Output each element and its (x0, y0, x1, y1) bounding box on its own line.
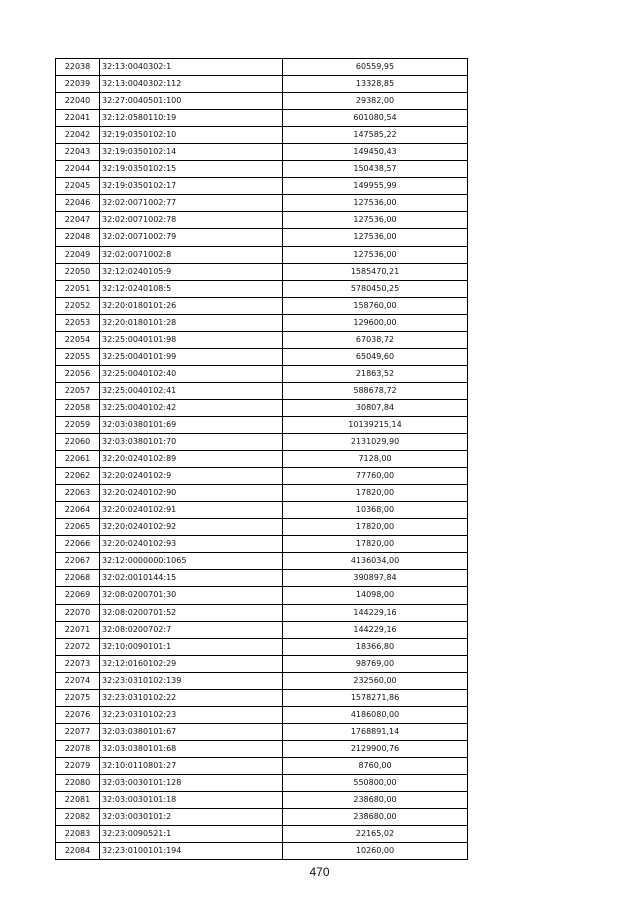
cadastral-number-cell: 32:12:0160102:29 (100, 655, 283, 672)
value-cell: 5780450,25 (283, 280, 468, 297)
record-number-cell: 22053 (56, 314, 100, 331)
value-cell: 17820,00 (283, 536, 468, 553)
cadastral-number-cell: 32:08:0200701:52 (100, 604, 283, 621)
value-cell: 65049,60 (283, 348, 468, 365)
cadastral-number-cell: 32:20:0180101:28 (100, 314, 283, 331)
value-cell: 13328,85 (283, 76, 468, 93)
value-cell: 127536,00 (283, 212, 468, 229)
record-number-cell: 22078 (56, 740, 100, 757)
cadastral-number-cell: 32:25:0040102:42 (100, 399, 283, 416)
table-row (56, 621, 468, 638)
table-row (56, 604, 468, 621)
cadastral-number-cell: 32:03:0380101:67 (100, 723, 283, 740)
record-number-cell: 22069 (56, 587, 100, 604)
record-number-cell: 22072 (56, 638, 100, 655)
record-number-cell: 22041 (56, 110, 100, 127)
cadastral-number-cell: 32:20:0240102:89 (100, 451, 283, 468)
record-number-cell: 22070 (56, 604, 100, 621)
cadastral-number-cell: 32:02:0071002:78 (100, 212, 283, 229)
value-cell: 77760,00 (283, 468, 468, 485)
page-number: 470 (309, 865, 330, 879)
record-number-cell: 22066 (56, 536, 100, 553)
cadastral-number-cell: 32:23:0310102:139 (100, 672, 283, 689)
table-row (56, 570, 468, 587)
cadastral-number-cell: 32:23:0100101:194 (100, 843, 283, 860)
table-row (56, 689, 468, 706)
record-number-cell: 22046 (56, 195, 100, 212)
table-row (56, 519, 468, 536)
cadastral-number-cell: 32:12:0000000:1065 (100, 553, 283, 570)
cadastral-number-cell: 32:25:0040101:99 (100, 348, 283, 365)
cadastral-number-cell: 32:25:0040101:98 (100, 331, 283, 348)
record-number-cell: 22040 (56, 93, 100, 110)
cadastral-number-cell: 32:20:0240102:91 (100, 502, 283, 519)
record-number-cell: 22064 (56, 502, 100, 519)
cadastral-number-cell: 32:25:0040102:41 (100, 382, 283, 399)
value-cell: 60559,95 (283, 59, 468, 76)
cadastral-number-cell: 32:03:0380101:68 (100, 740, 283, 757)
cadastral-number-cell: 32:10:0110801:27 (100, 757, 283, 774)
record-number-cell: 22049 (56, 246, 100, 263)
value-cell: 550800,00 (283, 774, 468, 791)
value-cell: 98769,00 (283, 655, 468, 672)
table-row (56, 212, 468, 229)
value-cell: 150438,57 (283, 161, 468, 178)
record-number-cell: 22075 (56, 689, 100, 706)
record-number-cell: 22056 (56, 365, 100, 382)
record-number-cell: 22038 (56, 59, 100, 76)
cadastral-number-cell: 32:02:0071002:77 (100, 195, 283, 212)
value-cell: 149450,43 (283, 144, 468, 161)
value-cell: 7128,00 (283, 451, 468, 468)
cadastral-number-cell: 32:12:0580110:19 (100, 110, 283, 127)
table-row (56, 655, 468, 672)
cadastral-number-cell: 32:25:0040102:40 (100, 365, 283, 382)
value-cell: 22165,02 (283, 826, 468, 843)
record-number-cell: 22076 (56, 706, 100, 723)
table-row (56, 161, 468, 178)
record-number-cell: 22071 (56, 621, 100, 638)
cadastral-number-cell: 32:20:0240102:9 (100, 468, 283, 485)
value-cell: 10368,00 (283, 502, 468, 519)
cadastral-number-cell: 32:13:0040302:1 (100, 59, 283, 76)
table-row (56, 382, 468, 399)
table-row (56, 587, 468, 604)
value-cell: 4136034,00 (283, 553, 468, 570)
cadastral-number-cell: 32:02:0010144:15 (100, 570, 283, 587)
value-cell: 8760,00 (283, 757, 468, 774)
value-cell: 158760,00 (283, 297, 468, 314)
table-row (56, 331, 468, 348)
record-number-cell: 22082 (56, 809, 100, 826)
value-cell: 14098,00 (283, 587, 468, 604)
value-cell: 30807,84 (283, 399, 468, 416)
record-number-cell: 22077 (56, 723, 100, 740)
cadastral-number-cell: 32:23:0310102:22 (100, 689, 283, 706)
cadastral-number-cell: 32:20:0240102:93 (100, 536, 283, 553)
cadastral-number-cell: 32:19:0350102:15 (100, 161, 283, 178)
table-row (56, 553, 468, 570)
record-number-cell: 22079 (56, 757, 100, 774)
record-number-cell: 22062 (56, 468, 100, 485)
table-row (56, 826, 468, 843)
value-cell: 147585,22 (283, 127, 468, 144)
table-row (56, 536, 468, 553)
cadastral-number-cell: 32:03:0380101:69 (100, 416, 283, 433)
table-row (56, 723, 468, 740)
value-cell: 238680,00 (283, 792, 468, 809)
table-row (56, 348, 468, 365)
value-cell: 144229,16 (283, 604, 468, 621)
record-number-cell: 22047 (56, 212, 100, 229)
value-cell: 238680,00 (283, 809, 468, 826)
record-number-cell: 22044 (56, 161, 100, 178)
cadastral-number-cell: 32:08:0200702:7 (100, 621, 283, 638)
table-row (56, 399, 468, 416)
table-row (56, 757, 468, 774)
cadastral-number-cell: 32:12:0240105:9 (100, 263, 283, 280)
value-cell: 232560,00 (283, 672, 468, 689)
record-number-cell: 22081 (56, 792, 100, 809)
value-cell: 1578271,86 (283, 689, 468, 706)
table-row (56, 809, 468, 826)
table-row (56, 110, 468, 127)
value-cell: 67038,72 (283, 331, 468, 348)
value-cell: 17820,00 (283, 519, 468, 536)
records-table-body (56, 59, 468, 860)
table-row (56, 416, 468, 433)
record-number-cell: 22068 (56, 570, 100, 587)
table-row (56, 127, 468, 144)
table-row (56, 792, 468, 809)
cadastral-number-cell: 32:19:0350102:10 (100, 127, 283, 144)
table-row (56, 468, 468, 485)
cadastral-number-cell: 32:03:0030101:128 (100, 774, 283, 791)
value-cell: 127536,00 (283, 195, 468, 212)
table-row (56, 314, 468, 331)
cadastral-number-cell: 32:20:0180101:26 (100, 297, 283, 314)
cadastral-number-cell: 32:03:0030101:2 (100, 809, 283, 826)
cadastral-number-cell: 32:23:0090521:1 (100, 826, 283, 843)
table-row (56, 434, 468, 451)
value-cell: 601080,54 (283, 110, 468, 127)
record-number-cell: 22042 (56, 127, 100, 144)
cadastral-number-cell: 32:10:0090101:1 (100, 638, 283, 655)
record-number-cell: 22043 (56, 144, 100, 161)
value-cell: 4186080,00 (283, 706, 468, 723)
table-row (56, 774, 468, 791)
cadastral-number-cell: 32:13:0040302:112 (100, 76, 283, 93)
record-number-cell: 22050 (56, 263, 100, 280)
table-row (56, 706, 468, 723)
table-row (56, 59, 468, 76)
record-number-cell: 22073 (56, 655, 100, 672)
value-cell: 588678,72 (283, 382, 468, 399)
table-row (56, 195, 468, 212)
record-number-cell: 22058 (56, 399, 100, 416)
cadastral-number-cell: 32:12:0240108:5 (100, 280, 283, 297)
value-cell: 390897,84 (283, 570, 468, 587)
value-cell: 144229,16 (283, 621, 468, 638)
table-row (56, 263, 468, 280)
records-table (55, 58, 468, 860)
table-row (56, 740, 468, 757)
value-cell: 129600,00 (283, 314, 468, 331)
value-cell: 21863,52 (283, 365, 468, 382)
cadastral-number-cell: 32:23:0310102:23 (100, 706, 283, 723)
value-cell: 10139215,14 (283, 416, 468, 433)
record-number-cell: 22055 (56, 348, 100, 365)
value-cell: 127536,00 (283, 246, 468, 263)
record-number-cell: 22054 (56, 331, 100, 348)
table-row (56, 76, 468, 93)
value-cell: 2129900,76 (283, 740, 468, 757)
value-cell: 29382,00 (283, 93, 468, 110)
value-cell: 1768891,14 (283, 723, 468, 740)
value-cell: 1585470,21 (283, 263, 468, 280)
table-row (56, 843, 468, 860)
table-row (56, 297, 468, 314)
table-row (56, 229, 468, 246)
table-row (56, 638, 468, 655)
record-number-cell: 22059 (56, 416, 100, 433)
cadastral-number-cell: 32:08:0200701:30 (100, 587, 283, 604)
table-row (56, 485, 468, 502)
value-cell: 127536,00 (283, 229, 468, 246)
record-number-cell: 22074 (56, 672, 100, 689)
record-number-cell: 22067 (56, 553, 100, 570)
cadastral-number-cell: 32:19:0350102:14 (100, 144, 283, 161)
table-row (56, 502, 468, 519)
value-cell: 10260,00 (283, 843, 468, 860)
record-number-cell: 22048 (56, 229, 100, 246)
value-cell: 17820,00 (283, 485, 468, 502)
table-row (56, 246, 468, 263)
cadastral-number-cell: 32:02:0071002:8 (100, 246, 283, 263)
cadastral-number-cell: 32:02:0071002:79 (100, 229, 283, 246)
cadastral-number-cell: 32:20:0240102:90 (100, 485, 283, 502)
record-number-cell: 22080 (56, 774, 100, 791)
table-row (56, 365, 468, 382)
cadastral-number-cell: 32:20:0240102:92 (100, 519, 283, 536)
table-row (56, 280, 468, 297)
record-number-cell: 22039 (56, 76, 100, 93)
value-cell: 149955,99 (283, 178, 468, 195)
record-number-cell: 22061 (56, 451, 100, 468)
record-number-cell: 22084 (56, 843, 100, 860)
table-row (56, 672, 468, 689)
table-row (56, 451, 468, 468)
table-row (56, 93, 468, 110)
record-number-cell: 22052 (56, 297, 100, 314)
record-number-cell: 22065 (56, 519, 100, 536)
record-number-cell: 22057 (56, 382, 100, 399)
table-row (56, 144, 468, 161)
cadastral-number-cell: 32:03:0030101:18 (100, 792, 283, 809)
record-number-cell: 22063 (56, 485, 100, 502)
cadastral-number-cell: 32:27:0040501:100 (100, 93, 283, 110)
value-cell: 2131029,90 (283, 434, 468, 451)
record-number-cell: 22045 (56, 178, 100, 195)
record-number-cell: 22060 (56, 434, 100, 451)
record-number-cell: 22051 (56, 280, 100, 297)
cadastral-number-cell: 32:19:0350102:17 (100, 178, 283, 195)
cadastral-number-cell: 32:03:0380101:70 (100, 434, 283, 451)
value-cell: 18366,80 (283, 638, 468, 655)
record-number-cell: 22083 (56, 826, 100, 843)
table-row (56, 178, 468, 195)
